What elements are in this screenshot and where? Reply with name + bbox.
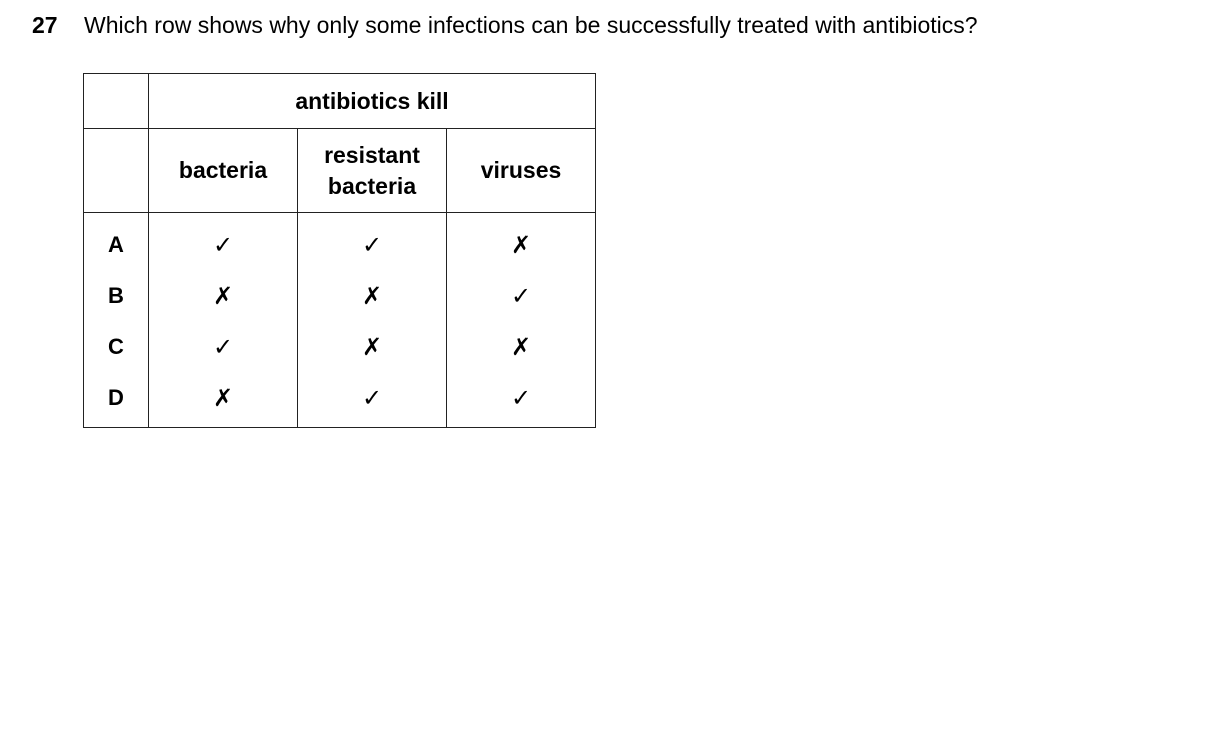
row-label: D <box>84 372 149 428</box>
check-mark-icon: ✓ <box>298 372 447 428</box>
check-mark-icon: ✓ <box>149 213 298 271</box>
cross-mark-icon: ✗ <box>447 321 596 372</box>
column-header-row <box>84 129 596 213</box>
column-header-line: bacteria <box>327 172 417 199</box>
cross-mark-icon: ✗ <box>149 372 298 428</box>
column-header-line: bacteria <box>178 157 268 183</box>
check-mark-icon: ✓ <box>149 321 298 372</box>
column-header-bacteria <box>149 129 298 213</box>
question-number: 27 <box>32 12 58 38</box>
empty-corner-cell <box>84 74 149 129</box>
row-label: B <box>84 270 149 321</box>
table-row-c <box>84 321 596 372</box>
row-label: C <box>84 321 149 372</box>
column-header-resistant-bacteria <box>298 129 447 213</box>
cross-mark-icon: ✗ <box>298 321 447 372</box>
table-row-d <box>84 372 596 428</box>
answer-table <box>83 73 596 428</box>
cross-mark-icon: ✗ <box>298 270 447 321</box>
table-row-b <box>84 270 596 321</box>
row-label: A <box>84 213 149 271</box>
check-mark-icon: ✓ <box>447 372 596 428</box>
column-header-line: resistant <box>324 141 420 168</box>
cross-mark-icon: ✗ <box>447 213 596 271</box>
table-row-a <box>84 213 596 271</box>
question-text: Which row shows why only some infections can be successfully treated with antibiotics? <box>84 12 978 38</box>
column-header-viruses <box>447 129 596 213</box>
table-title-row <box>84 74 596 129</box>
column-header-line: viruses <box>480 157 562 183</box>
cross-mark-icon: ✗ <box>149 270 298 321</box>
check-mark-icon: ✓ <box>447 270 596 321</box>
check-mark-icon: ✓ <box>298 213 447 271</box>
empty-header-cell <box>84 129 149 213</box>
antibiotics-kill-header: antibiotics kill <box>149 74 596 129</box>
